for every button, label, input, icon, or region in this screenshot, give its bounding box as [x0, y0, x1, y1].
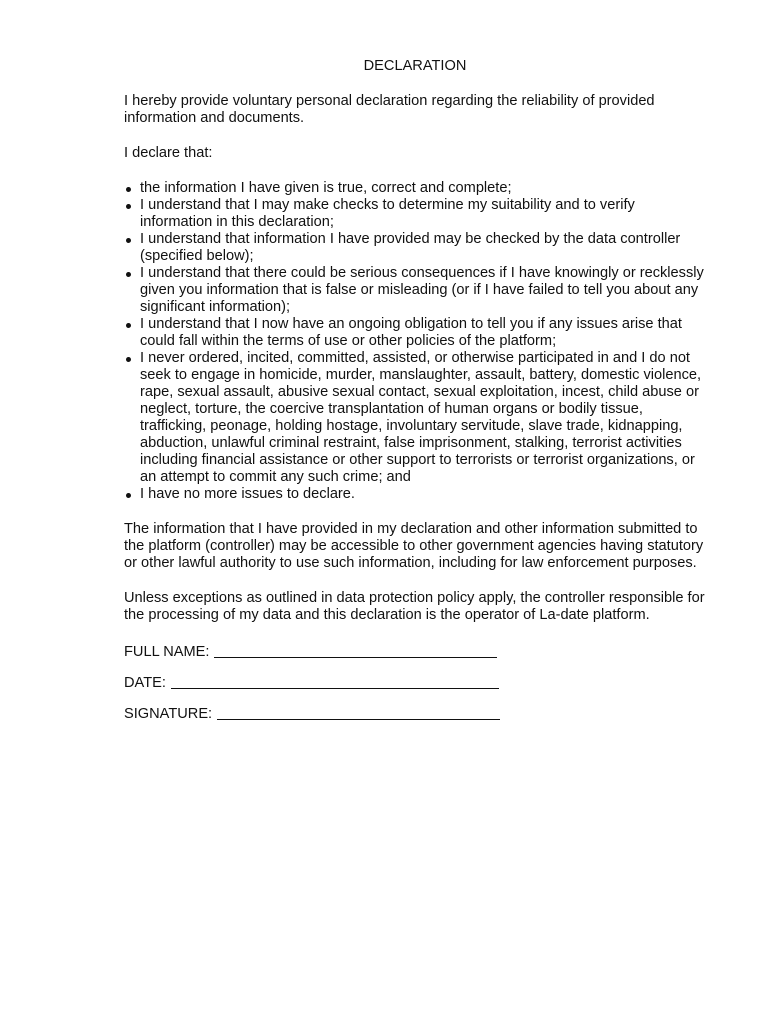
date-field[interactable]: [171, 675, 499, 689]
list-item: I have no more issues to declare.: [140, 486, 710, 503]
page-title: DECLARATION: [363, 58, 467, 74]
list-item: I understand that I now have an ongoing obligation to tell you if any issues arise that could fall within the terms of use or other policies of the platform;: [140, 316, 710, 350]
full-name-row: [124, 644, 710, 675]
date-row: [124, 675, 710, 706]
list-item: the information I have given is true, correct and complete;: [140, 180, 710, 197]
signature-field[interactable]: [217, 706, 500, 720]
list-item: I understand that there could be serious consequences if I have knowingly or recklessly given you information that is false or misleading (or if I have failed to tell you about any significant information);: [140, 265, 710, 316]
intro-paragraph: I hereby provide voluntary personal declaration regarding the reliability of provided information and documents.: [124, 93, 655, 126]
declaration-page: [124, 57, 710, 737]
list-item: I never ordered, incited, committed, assisted, or otherwise participated in and I do not seek to engage in homicide, murder, manslaughter, assault, battery, domestic violence, rape, sexual assault, abusive sexual contact, sexual exploitation, incest, child abuse or neglect, torture, the coercive transplantation of human organs or bodily tissue, trafficking, peonage, holding hostage, involuntary servitude, slave trade, kidnapping, abduction, unlawful criminal restraint, false imprisonment, stalking, terrorist activities including financial assistance or other support to terrorists or terrorist organizations, or an attempt to commit any such crime; and: [140, 350, 710, 486]
signature-form: [124, 644, 710, 737]
declaration-list: [124, 180, 710, 503]
full-name-label: FULL NAME:: [124, 644, 210, 660]
controller-paragraph: Unless exceptions as outlined in data protection policy apply, the controller responsible for the processing of my data and this declaration is the operator of La-date platform.: [124, 590, 705, 623]
list-item: I understand that I may make checks to determine my suitability and to verify information in this declaration;: [140, 197, 710, 231]
declare-lead: I declare that:: [124, 145, 213, 161]
full-name-field[interactable]: [214, 644, 497, 658]
list-item: I understand that information I have provided may be checked by the data controller (specified below);: [140, 231, 710, 265]
access-paragraph: The information that I have provided in my declaration and other information submitted to the platform (controller) may be accessible to other government agencies having statutory or other lawful authority to use such information, including for law enforcement purposes.: [124, 521, 704, 571]
signature-label: SIGNATURE:: [124, 706, 213, 722]
date-label: DATE:: [124, 675, 166, 691]
signature-row: [124, 706, 710, 737]
